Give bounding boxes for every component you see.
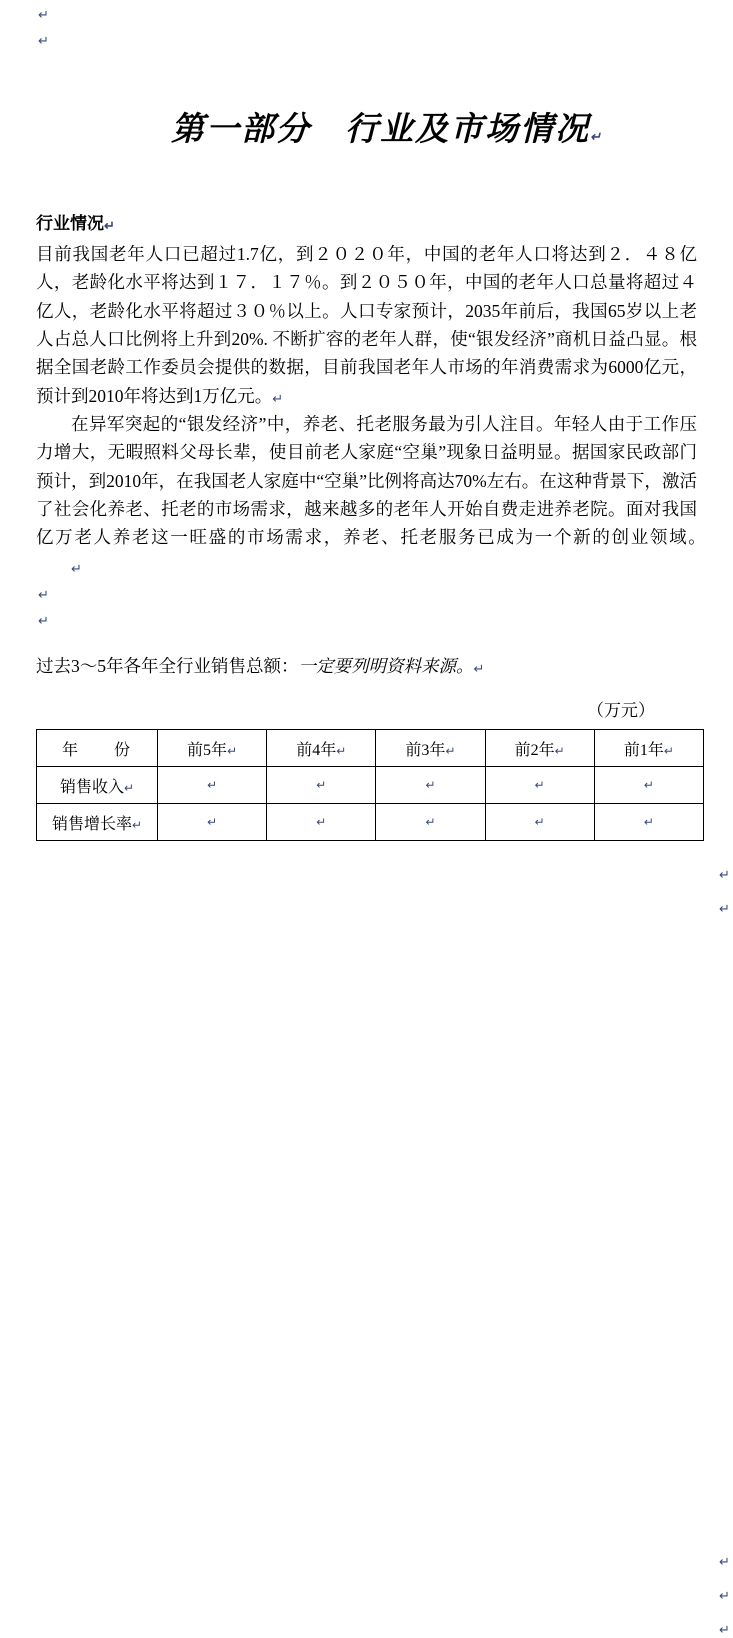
table-header-cell-y5 [158, 730, 267, 767]
table-cell[interactable] [594, 804, 703, 841]
header-label: 前2年 [514, 741, 555, 759]
empty-paragraph-mark-3 [32, 580, 701, 606]
paragraph-mark-icon: ↵ [71, 560, 82, 576]
row-label-revenue [37, 767, 158, 804]
paragraph-mark-icon: ↵ [643, 815, 654, 830]
header-label: 前5年 [187, 741, 228, 759]
paragraph-mark-icon: ↵ [643, 778, 654, 793]
paragraph-mark-icon: ↵ [207, 778, 218, 793]
title-part-two: 行业及市场情况 [345, 112, 591, 148]
table-lead-source-note: 一定要列明资料来源。 [298, 656, 474, 677]
title-part-one: 第一部分 [171, 112, 312, 148]
paragraph-mark-icon: ↵ [336, 743, 347, 758]
paragraph-mark-icon: ↵ [131, 817, 143, 832]
paragraph-mark-icon: ↵ [272, 390, 284, 406]
row-label-growth [37, 804, 158, 841]
sales-table [36, 729, 704, 841]
paragraph-mark-icon: ↵ [719, 1554, 730, 1570]
paragraph-mark-icon: ↵ [719, 867, 730, 883]
table-unit-label [32, 696, 701, 721]
table-cell[interactable] [376, 804, 485, 841]
table-header-cell-y3 [376, 730, 485, 767]
empty-paragraph-mark-4 [32, 606, 701, 632]
paragraph-mark-icon: ↵ [590, 129, 603, 144]
table-cell[interactable] [485, 767, 594, 804]
table-row [37, 767, 704, 804]
unit-label-text: （万元） [587, 701, 655, 721]
paragraph-mark-icon: ↵ [425, 778, 436, 793]
paragraph-mark-icon: ↵ [38, 6, 49, 22]
table-cell[interactable] [158, 804, 267, 841]
paragraph-mark-icon: ↵ [227, 743, 238, 758]
paragraph-mark-icon: ↵ [445, 743, 456, 758]
empty-paragraph-mark-2 [32, 26, 701, 52]
paragraph-mark-icon: ↵ [123, 780, 135, 795]
paragraph-mark-icon: ↵ [38, 32, 49, 48]
table-header-cell-year [37, 730, 158, 767]
table-row-header [37, 730, 704, 767]
table-header-cell-y1 [594, 730, 703, 767]
paragraph-mark-icon: ↵ [425, 815, 436, 830]
empty-paragraph-mark-1 [32, 0, 701, 26]
table-cell[interactable] [267, 804, 376, 841]
paragraph-mark-icon: ↵ [719, 1588, 730, 1604]
paragraph-mark-icon: ↵ [719, 901, 730, 917]
paragraph-mark-icon: ↵ [534, 778, 545, 793]
section-heading-text: 行业情况 [36, 214, 104, 233]
table-cell[interactable] [485, 804, 594, 841]
paragraph-mark-icon: ↵ [534, 815, 545, 830]
paragraph-mark-icon: ↵ [104, 218, 115, 233]
header-label: 前3年 [405, 741, 446, 759]
body-paragraph-2 [32, 410, 701, 580]
header-label: 前4年 [296, 741, 337, 759]
paragraph-mark-icon: ↵ [554, 743, 565, 758]
paragraph-mark-icon: ↵ [38, 586, 49, 602]
row-label-text: 销售收入 [59, 778, 124, 796]
paragraph-mark-icon: ↵ [316, 778, 327, 793]
paragraph-mark-icon: ↵ [207, 815, 218, 830]
table-header-cell-y4 [267, 730, 376, 767]
table-header-cell-y2 [485, 730, 594, 767]
header-label: 前1年 [623, 741, 664, 759]
paragraph-mark-icon: ↵ [719, 1622, 730, 1638]
header-label: 年 份 [61, 741, 140, 759]
table-lead-prefix: 过去3～5年各年全行业销售总额： [36, 656, 299, 677]
table-cell[interactable] [158, 767, 267, 804]
table-cell[interactable] [594, 767, 703, 804]
table-row [37, 804, 704, 841]
paragraph-mark-icon: ↵ [663, 743, 674, 758]
page-title [32, 66, 701, 187]
table-cell[interactable] [267, 767, 376, 804]
paragraph-text: 目前我国老年人口已超过1.7亿，到２０２０年，中国的老年人口将达到２．４８亿人，老龄化水平将达到１７．１７％。到２０５０年，中国的老年人口总量将超过４亿人，老龄化水平将超过３０％以上。人口专家预计，2035年前后，我国65岁以上老人占总人口比例将上升到20%. 不断扩容的老年人群，使“银发经济”商机日益凸显。根据全国老龄工作委员会提供的数据，目前我国老年人市场的年消费需求为6000亿元，预计到2010年将达到1万亿元。 [36, 244, 697, 406]
table-cell[interactable] [376, 767, 485, 804]
paragraph-mark-icon: ↵ [38, 612, 49, 628]
paragraph-text: 在异军突起的“银发经济”中，养老、托老服务最为引人注目。年轻人由于工作压力增大，无暇照料父母长辈，使目前老人家庭“空巢”现象日益明显。据国家民政部门预计，到2010年，在我国老人家庭中“空巢”比例将高达70%左右。在这种背景下，激活了社会化养老、托老的市场需求，越来越多的老年人开始自费走进养老院。面对我国亿万老人养老这一旺盛的市场需求，养老、托老服务已成为一个新的创业领域。 [36, 414, 697, 548]
body-paragraph-1 [32, 240, 701, 410]
row-label-text: 销售增长率 [51, 815, 132, 833]
paragraph-mark-icon: ↵ [316, 815, 327, 830]
section-heading [32, 209, 701, 234]
table-lead-line [32, 652, 701, 680]
paragraph-mark-icon: ↵ [473, 661, 485, 677]
